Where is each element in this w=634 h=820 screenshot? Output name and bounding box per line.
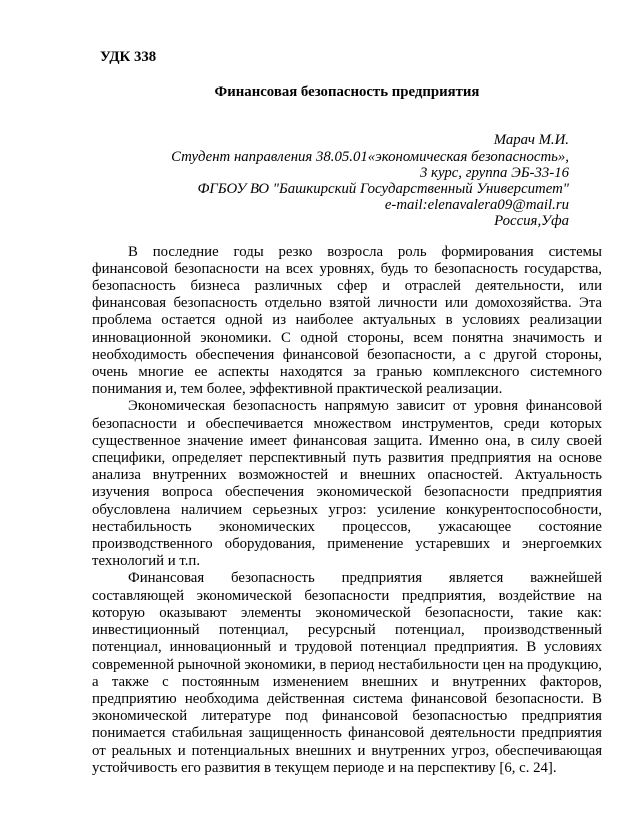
author-program: Студент направления 38.05.01«экономическая безопасность», (171, 148, 569, 165)
udk-code: УДК 338 (100, 49, 157, 65)
paragraph-financial-security-definition: Финансовая безопасность предприятия является важнейшей составляющей экономической безопасности предприятия, воздействие на которую оказывают элементы экономической безопасности, такие как: инвестиционный потенциал, ресурсный потенциал, производственный потенциал, инновационный и трудовой потенциал предприятия. В условиях современной рыночной экономики, в период нестабильности цен на продукцию, а также с постоянным изменением внешних и внутренних факторов, предприятию необходима действенная система финансовой безопасности. В экономической литературе под финансовой безопасностью предприятия понимается стабильная защищенность финансовой деятельности предприятия от реальных и потенциальных внешних и внутренних угроз, обеспечивающая устойчивость его развития в текущем периоде и на перспективу [6, с. 24]. (92, 570, 602, 776)
author-name: Марач М.И. (493, 132, 569, 149)
author-block (92, 132, 602, 229)
author-location: Россия,Уфа (494, 213, 569, 230)
paragraph-intro: В последние годы резко возросла роль формирования системы финансовой безопасности на всех уровнях, будь то безопасность государства, безопасность бизнеса различных сфер и отраслей деятельности, или финансовая безопасность отдельно взятой личности или домохозяйства. Эта проблема остается одной из наиболее актуальных в условиях реализации инновационной экономики. С одной стороны, всем понятна значимость и необходимость обеспечения финансовой безопасности, а с другой стороны, очень многие ее аспекты находятся за гранью комплексного системного понимания и, тем более, эффективной практической реализации. (92, 243, 602, 398)
author-course-group: 3 курс, группа ЭБ-33-16 (419, 164, 569, 181)
article-body (92, 244, 602, 777)
paragraph-economic-security: Экономическая безопасность напрямую зависит от уровня финансовой безопасности и обеспечивается множеством инструментов, среди которых существенное значение имеет финансовая защита. Именно она, в силу своей специфики, определяет перспективный путь развития предприятия на основе анализа внутренних возможностей и внешних опасностей. Актуальность изучения вопроса обеспечения экономической безопасности предприятия обусловлена наличием серьезных угроз: усиление конкурентоспособности, нестабильность экономических процессов, ужасающее состояние производственного оборудования, применение устаревших и энергоемких технологий и т.п. (92, 398, 602, 570)
author-university: ФГБОУ ВО "Башкирский Государственный Университет" (197, 181, 569, 198)
article-title: Финансовая безопасность предприятия (214, 84, 480, 101)
author-email: e-mail:elenavalera09@mail.ru (384, 197, 569, 214)
